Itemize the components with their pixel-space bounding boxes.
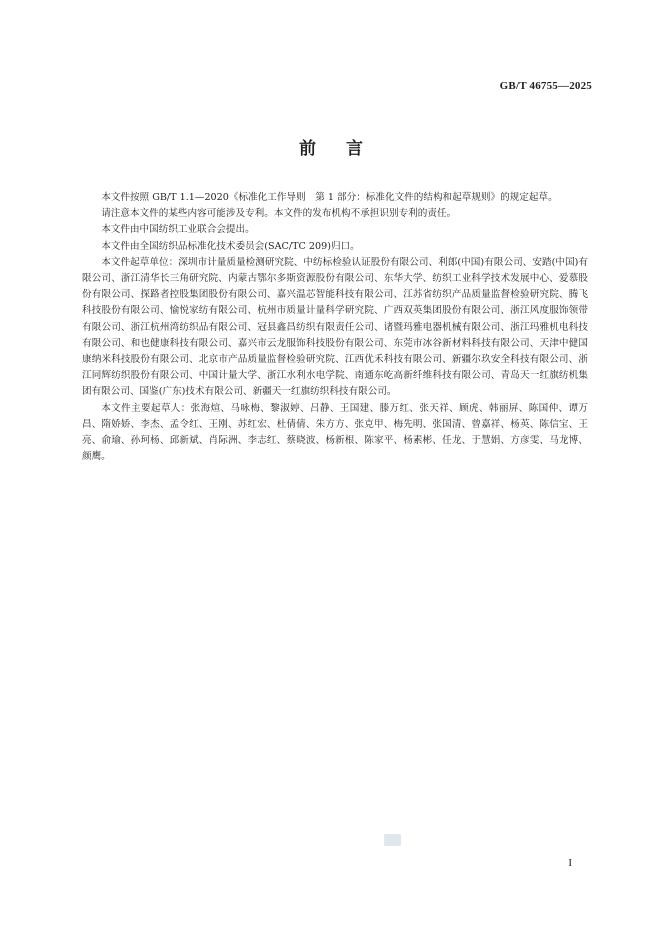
paragraph-administrator: 本文件由全国纺织品标准化技术委员会(SAC/TC 209)归口。 — [101, 240, 360, 252]
paragraph-patent-notice: 请注意本文件的某些内容可能涉及专利。本文件的发布机构不承担识别专利的责任。 — [101, 208, 457, 220]
paragraph-drafting-rules: 本文件按照 GB/T 1.1—2020《标准化工作导则 第 1 部分：标准化文件的结构和起草规则》的规定起草。 — [101, 192, 558, 203]
page-title: 前言 — [299, 139, 393, 159]
page-number: I — [568, 857, 572, 869]
paragraph-principal-drafters: 本文件主要起草人：张海煊、马咏梅、黎淑婷、吕静、王国建、滕万红、张天祥、顾虎、韩丽屏、陈国仲、谭万昌、隋娇娇、李杰、孟令红、王刚、苏红宏、杜倩倩、朱方方、张克甲、梅先明、张国清、曾嘉祥、杨英、陈信宝、王亮、俞瑜、孙珂杨、邱新斌、肖际洲、李志红、蔡晓波、杨新根、陈家平、杨素彬、任龙、于慧娟、方彦雯、马龙博、颜鹰。 — [82, 402, 588, 463]
paragraph-drafting-organizations: 本文件起草单位：深圳市计量质量检测研究院、中纺标检验认证股份有限公司、利郎(中国)有限公司、安踏(中国)有限公司、浙江清华长三角研究院、内蒙古鄂尔多斯资源股份有限公司、东华大学、纺织工业科学技术发展中心、爱慕股份有限公司、探路者控股集团股份有限公司、嘉兴温芯智能科技有限公司、江苏省纺织产品质量监督检验研究院、腾飞科技股份有限公司、愉悦家纺有限公司、杭州市质量计量科学研究院、广西双英集团股份有限公司、浙江风度服饰领带有限公司、浙江杭州湾纺织品有限公司、冠县鑫昌纺织有限责任公司、诸暨玛雅电器机械有限公司、浙江玛雅机电科技有限公司、和也健康科技有限公司、嘉兴市云龙服饰科技股份有限公司、东莞市冰谷新材料科技有限公司、天津中健国康纳米科技股份有限公司、北京市产品质量监督检验研究院、江西优禾科技有限公司、新疆尔玖安全科技有限公司、浙江同辉纺织股份有限公司、中国计量大学、浙江水利水电学院、南通东屹高新纤维科技有限公司、青岛天一红旗纺机集团有限公司、国鉴(广东)技术有限公司、新疆天一红旗纺织科技有限公司。 — [82, 256, 588, 398]
paragraph-proposer: 本文件由中国纺织工业联合会提出。 — [101, 224, 255, 236]
watermark-logo-icon — [384, 834, 401, 846]
document-code: GB/T 46755—2025 — [499, 80, 592, 92]
foreword-body — [82, 190, 588, 465]
